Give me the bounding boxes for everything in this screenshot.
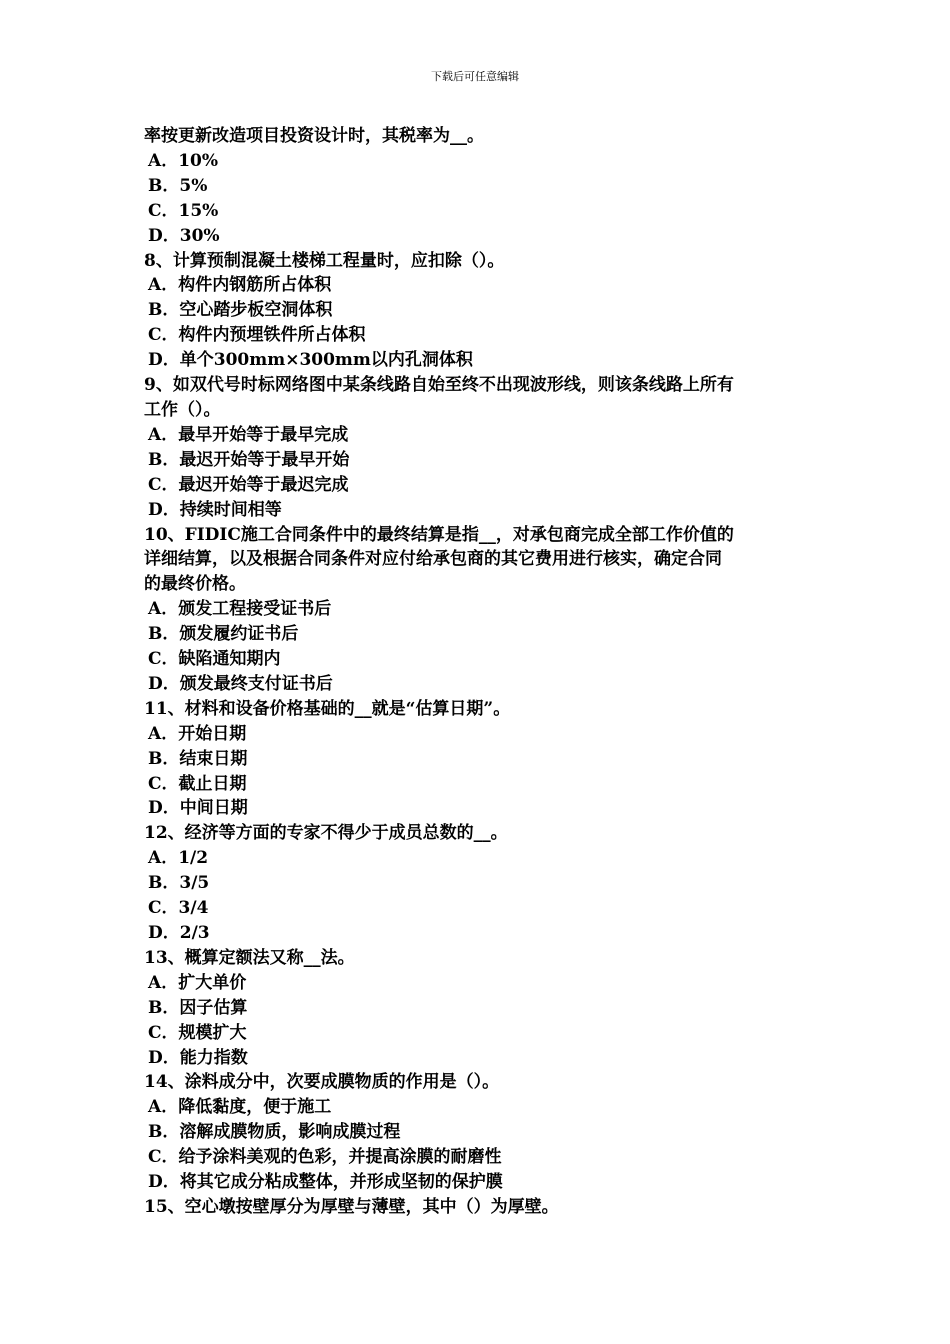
answer-option: B．颁发履约证书后 bbox=[148, 624, 299, 645]
answer-option: C．构件内预埋铁件所占体积 bbox=[148, 325, 366, 346]
answer-option: B．结束日期 bbox=[148, 748, 248, 769]
answer-option: A．降低黏度，便于施工 bbox=[148, 1097, 332, 1118]
answer-option: A．构件内钢筋所占体积 bbox=[148, 275, 332, 296]
answer-option: C．3/4 bbox=[148, 898, 209, 919]
answer-option: D．单个300mm×300mm以内孔洞体积 bbox=[148, 350, 473, 371]
question-text: 详细结算，以及根据合同条件对应付给承包商的其它费用进行核实，确定合同 bbox=[144, 549, 722, 570]
question-text: 率按更新改造项目投资设计时，其税率为__。 bbox=[144, 126, 484, 146]
document-body bbox=[144, 124, 812, 1220]
question-text: 15、空心墩按壁厚分为厚壁与薄壁，其中（）为厚壁。 bbox=[144, 1196, 559, 1217]
answer-option: D．能力指数 bbox=[148, 1047, 248, 1068]
question-text: 10、FIDIC施工合同条件中的最终结算是指__，对承包商完成全部工作价值的 bbox=[144, 524, 734, 545]
answer-option: D．中间日期 bbox=[148, 798, 248, 819]
question-text: 工作（）。 bbox=[144, 399, 221, 420]
answer-option: A．10% bbox=[148, 150, 219, 171]
answer-option: C．15% bbox=[148, 200, 219, 221]
answer-option: C．规模扩大 bbox=[148, 1022, 247, 1043]
answer-option: A．开始日期 bbox=[148, 723, 247, 744]
answer-option: B．最迟开始等于最早开始 bbox=[148, 449, 350, 470]
answer-option: D．2/3 bbox=[148, 923, 210, 943]
answer-option: D．颁发最终支付证书后 bbox=[148, 673, 333, 694]
answer-option: A．最早开始等于最早完成 bbox=[148, 424, 349, 445]
answer-option: B．5% bbox=[148, 175, 208, 196]
answer-option: A．1/2 bbox=[148, 848, 209, 869]
question-text: 11、材料和设备价格基础的__就是“估算日期”。 bbox=[144, 698, 511, 719]
answer-option: B．因子估算 bbox=[148, 997, 248, 1018]
answer-option: D．将其它成分粘成整体，并形成坚韧的保护膜 bbox=[148, 1172, 503, 1193]
answer-option: B．3/5 bbox=[148, 873, 210, 894]
answer-option: A．扩大单价 bbox=[148, 972, 247, 993]
question-text: 13、概算定额法又称__法。 bbox=[144, 947, 355, 968]
answer-option: C．缺陷通知期内 bbox=[148, 649, 281, 670]
answer-option: D．30% bbox=[148, 225, 220, 246]
question-text: 12、经济等方面的专家不得少于成员总数的__。 bbox=[144, 823, 508, 844]
answer-option: B．溶解成膜物质，影响成膜过程 bbox=[148, 1122, 401, 1143]
answer-option: B．空心踏步板空洞体积 bbox=[148, 300, 333, 321]
question-text: 9、如双代号时标网络图中某条线路自始至终不出现波形线，则该条线路上所有 bbox=[144, 375, 734, 396]
question-text: 8、计算预制混凝土楼梯工程量时，应扣除（）。 bbox=[144, 250, 505, 271]
question-text: 14、涂料成分中，次要成膜物质的作用是（）。 bbox=[144, 1072, 500, 1093]
answer-option: C．最迟开始等于最迟完成 bbox=[148, 474, 349, 495]
answer-option: A．颁发工程接受证书后 bbox=[148, 599, 332, 620]
question-text: 的最终价格。 bbox=[144, 574, 246, 595]
page-header: 下载后可任意编辑 bbox=[431, 70, 519, 83]
answer-option: C．给予涂料美观的色彩，并提高涂膜的耐磨性 bbox=[148, 1147, 502, 1168]
answer-option: C．截止日期 bbox=[148, 773, 247, 794]
answer-option: D．持续时间相等 bbox=[148, 499, 282, 520]
